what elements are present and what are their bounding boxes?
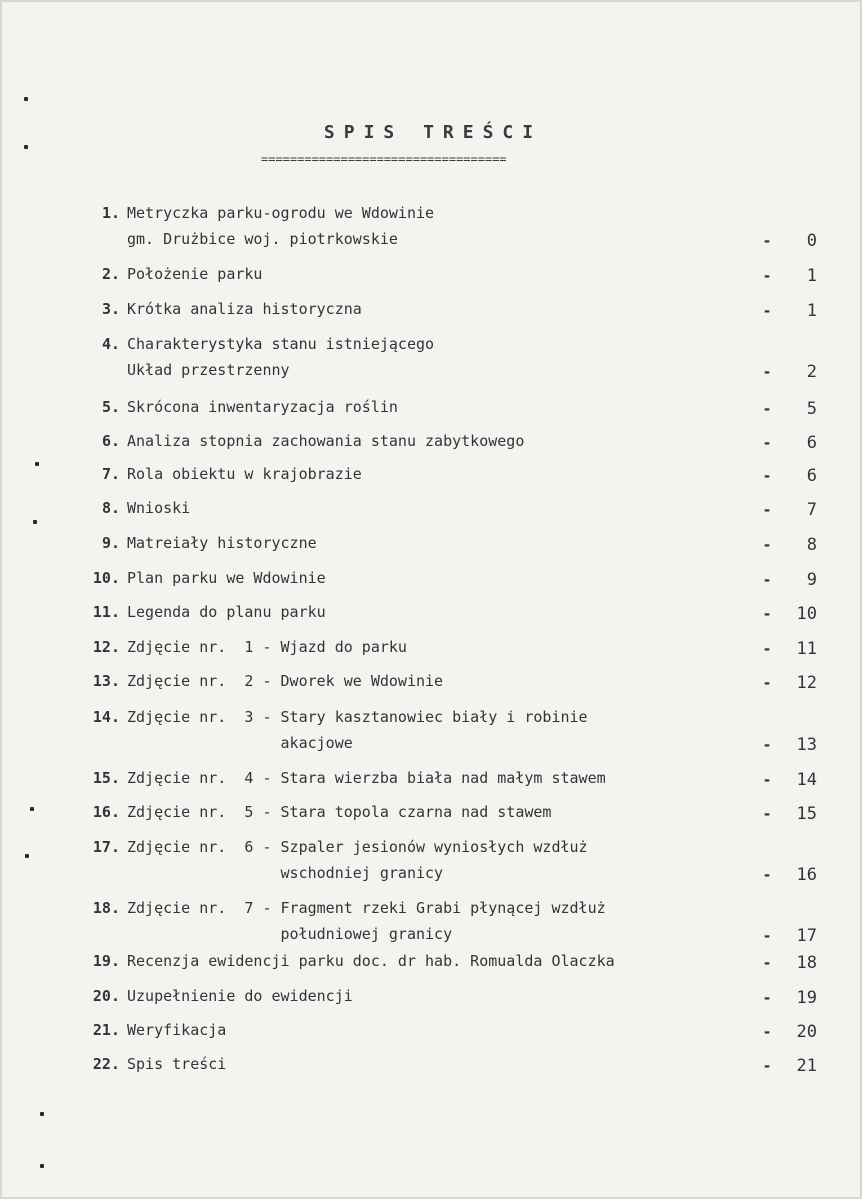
toc-entry-title: Metryczka parku-ogrodu we Wdowinie xyxy=(127,204,435,222)
toc-entry-title: wschodniej granicy xyxy=(127,864,444,882)
toc-entry-number: 9. xyxy=(101,534,120,552)
toc-page-number: 6 xyxy=(806,466,817,486)
toc-page-number: 13 xyxy=(796,735,817,755)
toc-leader-dash: - xyxy=(762,363,772,381)
scan-speck xyxy=(35,462,39,466)
toc-entry-title: Położenie parku xyxy=(127,265,263,283)
scan-speck xyxy=(30,807,34,811)
toc-page-number: 11 xyxy=(796,639,817,659)
toc-entry-number: 16. xyxy=(92,803,120,821)
toc-leader-dash: - xyxy=(762,1057,772,1075)
toc-page-number: 6 xyxy=(806,433,817,453)
toc-entry-number: 14. xyxy=(92,708,120,726)
toc-leader-dash: - xyxy=(762,771,772,789)
toc-entry-title: Analiza stopnia zachowania stanu zabytkowego xyxy=(127,432,525,450)
toc-page-number: 0 xyxy=(806,231,817,251)
scan-speck xyxy=(40,1112,44,1116)
toc-page-number: 15 xyxy=(796,804,817,824)
page-title: SPIS TREŚCI xyxy=(323,122,543,143)
toc-entry-number: 12. xyxy=(92,638,120,656)
toc-leader-dash: - xyxy=(762,674,772,692)
toc-page-number: 19 xyxy=(796,988,817,1008)
toc-entry-number: 2. xyxy=(101,265,120,283)
toc-entry-number: 7. xyxy=(101,465,120,483)
toc-page-number: 1 xyxy=(806,301,817,321)
toc-leader-dash: - xyxy=(762,536,772,554)
toc-entry-number: 17. xyxy=(92,838,120,856)
toc-page-number: 9 xyxy=(806,570,817,590)
toc-entry-title: Charakterystyka stanu istniejącego xyxy=(127,335,435,353)
toc-entry-title: Rola obiektu w krajobrazie xyxy=(127,465,362,483)
toc-leader-dash: - xyxy=(762,605,772,623)
toc-entry-number: 6. xyxy=(101,432,120,450)
toc-leader-dash: - xyxy=(762,736,772,754)
toc-entry-title: Legenda do planu parku xyxy=(127,603,326,621)
toc-entry-title: Zdjęcie nr. 6 - Szpaler jesionów wyniosłych wzdłuż xyxy=(127,838,588,856)
toc-leader-dash: - xyxy=(762,400,772,418)
toc-leader-dash: - xyxy=(762,571,772,589)
toc-entry-number: 5. xyxy=(101,398,120,416)
toc-entry-title: Recenzja ewidencji parku doc. dr hab. Romualda Olaczka xyxy=(127,952,615,970)
toc-entry-title: akacjowe xyxy=(127,734,353,752)
toc-entry-number: 3. xyxy=(101,300,120,318)
toc-entry-title: Plan parku we Wdowinie xyxy=(127,569,326,587)
toc-leader-dash: - xyxy=(762,434,772,452)
toc-leader-dash: - xyxy=(762,805,772,823)
toc-leader-dash: - xyxy=(762,640,772,658)
toc-leader-dash: - xyxy=(762,1023,772,1041)
toc-leader-dash: - xyxy=(762,302,772,320)
toc-entry-title: Zdjęcie nr. 1 - Wjazd do parku xyxy=(127,638,407,656)
toc-entry-title: Uzupełnienie do ewidencji xyxy=(127,987,353,1005)
scan-speck xyxy=(40,1164,44,1168)
toc-entry-title: Zdjęcie nr. 7 - Fragment rzeki Grabi płynącej wzdłuż xyxy=(127,899,606,917)
scan-speck xyxy=(25,854,29,858)
toc-page-number: 10 xyxy=(796,604,817,624)
toc-entry-number: 11. xyxy=(92,603,120,621)
scan-speck xyxy=(33,520,37,524)
toc-leader-dash: - xyxy=(762,267,772,285)
toc-page-number: 17 xyxy=(796,926,817,946)
toc-entry-number: 13. xyxy=(92,672,120,690)
toc-entry-title: Matreiały historyczne xyxy=(127,534,317,552)
toc-entry-number: 19. xyxy=(92,952,120,970)
toc-entry-title: Wnioski xyxy=(127,499,191,517)
toc-entry-number: 15. xyxy=(92,769,120,787)
toc-entry-title: Układ przestrzenny xyxy=(127,361,290,379)
title-underline: ================================== xyxy=(261,152,507,166)
toc-entry-number: 4. xyxy=(101,335,120,353)
toc-entry-title: południowej granicy xyxy=(127,925,453,943)
toc-page-number: 20 xyxy=(796,1022,817,1042)
toc-entry-number: 22. xyxy=(92,1055,120,1073)
toc-page-number: 18 xyxy=(796,953,817,973)
toc-page-number: 7 xyxy=(806,500,817,520)
toc-page-number: 8 xyxy=(806,535,817,555)
toc-page-number: 5 xyxy=(806,399,817,419)
toc-page-number: 2 xyxy=(806,362,817,382)
toc-entry-title: Zdjęcie nr. 4 - Stara wierzba biała nad małym stawem xyxy=(127,769,606,787)
toc-entry-title: Zdjęcie nr. 2 - Dworek we Wdowinie xyxy=(127,672,444,690)
toc-entry-title: Spis treści xyxy=(127,1055,227,1073)
toc-entry-title: Zdjęcie nr. 3 - Stary kasztanowiec biały i robinie xyxy=(127,708,588,726)
toc-page-number: 14 xyxy=(796,770,817,790)
toc-leader-dash: - xyxy=(762,954,772,972)
toc-entry-title: Weryfikacja xyxy=(127,1021,227,1039)
toc-leader-dash: - xyxy=(762,989,772,1007)
toc-page-number: 16 xyxy=(796,865,817,885)
scan-speck xyxy=(24,97,28,101)
toc-entry-title: Zdjęcie nr. 5 - Stara topola czarna nad stawem xyxy=(127,803,552,821)
scan-speck xyxy=(24,145,28,149)
table-of-contents xyxy=(2,2,862,1199)
toc-entry-number: 18. xyxy=(92,899,120,917)
toc-entry-number: 20. xyxy=(92,987,120,1005)
toc-page-number: 1 xyxy=(806,266,817,286)
toc-leader-dash: - xyxy=(762,927,772,945)
toc-entry-number: 8. xyxy=(101,499,120,517)
toc-leader-dash: - xyxy=(762,501,772,519)
toc-entry-number: 10. xyxy=(92,569,120,587)
toc-page-number: 12 xyxy=(796,673,817,693)
toc-entry-title: Krótka analiza historyczna xyxy=(127,300,362,318)
toc-page-number: 21 xyxy=(796,1056,817,1076)
toc-entry-number: 1. xyxy=(101,204,120,222)
toc-entry-title: gm. Drużbice woj. piotrkowskie xyxy=(127,230,398,248)
toc-leader-dash: - xyxy=(762,866,772,884)
toc-entry-title: Skrócona inwentaryzacja roślin xyxy=(127,398,398,416)
toc-entry-number: 21. xyxy=(92,1021,120,1039)
toc-leader-dash: - xyxy=(762,467,772,485)
toc-leader-dash: - xyxy=(762,232,772,250)
